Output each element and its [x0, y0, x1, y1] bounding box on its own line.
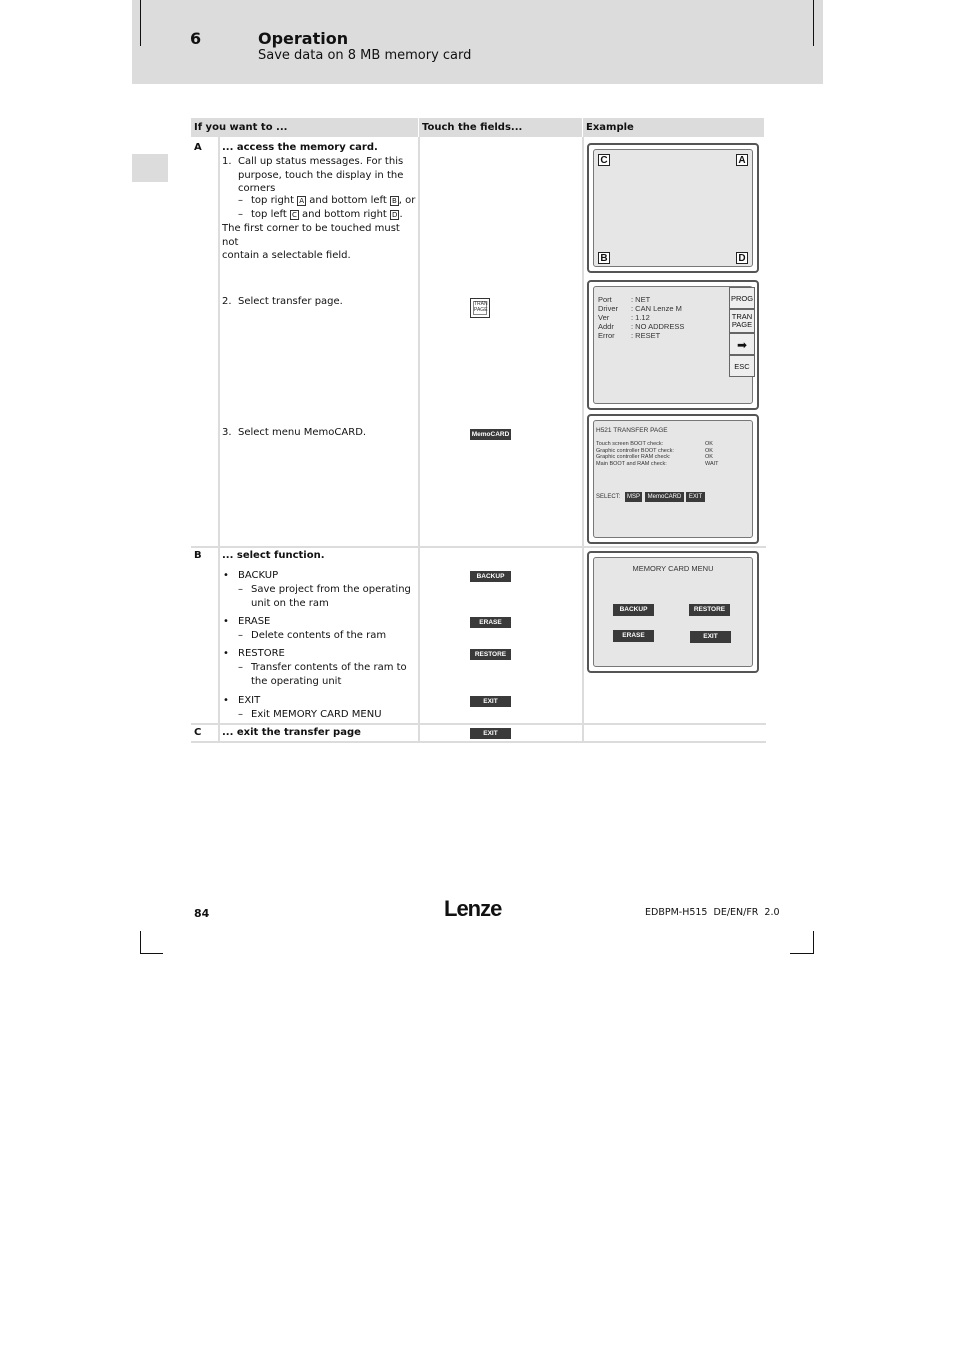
- text-line: TRAN: [731, 312, 753, 321]
- function-label-restore: RESTORE: [238, 648, 285, 659]
- check-status: OK: [705, 447, 713, 454]
- check-statuses: [705, 441, 719, 467]
- dash: –: [238, 662, 243, 673]
- corner-a-key[interactable]: A: [736, 154, 748, 166]
- function-desc-restore: [251, 661, 416, 688]
- text-line: PAGE: [474, 306, 488, 313]
- col-header-example: Example: [583, 118, 764, 137]
- crop-mark: [140, 0, 141, 46]
- step-number: 3.: [222, 427, 232, 438]
- function-desc-erase: Delete contents of the ram: [251, 630, 387, 641]
- text: and bottom left: [306, 195, 390, 206]
- display-screen: [593, 149, 753, 267]
- text-line: Transfer contents of the ram to: [251, 662, 407, 673]
- text: and bottom right: [298, 209, 391, 220]
- display-screen: [593, 420, 753, 538]
- display-screen: [593, 286, 753, 404]
- check-status: WAIT: [705, 460, 719, 467]
- memocard-screen-button[interactable]: MemoCARD: [645, 492, 684, 502]
- text-line: Call up status messages. For this: [238, 156, 404, 167]
- chapter-side-tab: [132, 154, 168, 182]
- text-line: the operating unit: [251, 675, 342, 687]
- col-header-want: If you want to ...: [191, 118, 418, 137]
- example-corners-panel: [587, 143, 759, 273]
- example-status-panel: [587, 280, 759, 410]
- step-number: 1.: [222, 156, 232, 167]
- check-status: OK: [705, 454, 713, 460]
- table-divider: [582, 137, 584, 742]
- dash: –: [238, 209, 243, 220]
- table-divider: [218, 137, 220, 742]
- text-line: unit on the ram: [251, 597, 329, 609]
- check-label: Graphic controller RAM check:: [596, 454, 671, 460]
- corner-key-icon: B: [391, 197, 397, 205]
- step-3-text: Select menu MemoCARD.: [238, 427, 367, 438]
- col-header-touch: Touch the fields...: [419, 118, 582, 137]
- exit-button[interactable]: EXIT: [470, 696, 511, 707]
- menu-erase-button[interactable]: ERASE: [613, 630, 654, 642]
- restore-button[interactable]: RESTORE: [470, 649, 511, 660]
- crop-mark: [140, 931, 141, 954]
- corner-key-icon: C: [291, 211, 297, 219]
- display-screen: [593, 557, 753, 667]
- chapter-number: 6: [190, 29, 202, 48]
- check-label: Touch screen BOOT check:: [596, 441, 664, 447]
- table-divider: [191, 741, 766, 743]
- menu-backup-button[interactable]: BACKUP: [613, 604, 654, 616]
- text: .: [399, 209, 403, 220]
- menu-restore-button[interactable]: RESTORE: [689, 604, 730, 616]
- document-id: EDBPM-H515 DE/EN/FR 2.0: [645, 907, 780, 918]
- function-desc-backup: [251, 583, 416, 610]
- text-line: TRAN: [474, 301, 488, 307]
- status-value: : NO ADDRESS: [631, 322, 685, 331]
- backup-button[interactable]: BACKUP: [470, 571, 511, 582]
- step-number: 2.: [222, 296, 232, 307]
- dash: –: [238, 584, 243, 595]
- text: , or: [398, 195, 416, 206]
- status-value: : NET: [631, 295, 651, 304]
- status-value: : RESET: [631, 331, 661, 340]
- header-band: [132, 0, 823, 84]
- note: [222, 222, 416, 263]
- transfer-title: H521 TRANSFER PAGE: [596, 427, 668, 434]
- table-divider: [191, 546, 766, 548]
- status-label: Port: [598, 295, 612, 304]
- prog-button[interactable]: PROG: [729, 287, 755, 309]
- dash: –: [238, 709, 243, 720]
- crop-mark: [813, 931, 814, 954]
- text-line: PAGE: [731, 320, 753, 329]
- dash: –: [238, 630, 243, 641]
- corner-b-key[interactable]: B: [598, 252, 610, 264]
- corner-key-icon: D: [392, 211, 398, 219]
- table-divider: [418, 137, 420, 742]
- step-1-text: [238, 155, 418, 196]
- page-number: 84: [194, 907, 210, 920]
- text: top right: [251, 195, 298, 206]
- crop-mark: [140, 953, 163, 954]
- function-label-exit: EXIT: [238, 695, 261, 706]
- function-label-backup: BACKUP: [238, 570, 279, 581]
- status-value: : 1.12: [631, 313, 650, 322]
- text-line: Save project from the operating: [251, 584, 411, 595]
- lenze-logo: Lenze: [444, 896, 502, 921]
- tran-page-button[interactable]: [729, 309, 755, 333]
- text-line: purpose, touch the display in the: [238, 169, 404, 181]
- erase-button[interactable]: ERASE: [470, 617, 511, 628]
- corner-key-icon: A: [299, 197, 305, 205]
- memocard-button[interactable]: MemoCARD: [471, 431, 510, 438]
- corner-instruction-1: [251, 194, 415, 209]
- tran-page-inner: [473, 301, 487, 315]
- bullet: •: [223, 570, 229, 581]
- chapter-subtitle: Save data on 8 MB memory card: [258, 48, 472, 63]
- status-label: Error: [598, 331, 615, 340]
- crop-mark: [813, 0, 814, 46]
- text: top left: [251, 209, 290, 220]
- arrow-right-icon[interactable]: ➡: [729, 333, 755, 355]
- exit-transfer-button[interactable]: EXIT: [470, 728, 511, 739]
- esc-button[interactable]: ESC: [729, 355, 755, 377]
- chapter-title: Operation: [258, 29, 349, 48]
- crop-mark: [790, 953, 814, 954]
- status-value: : CAN Lenze M: [631, 304, 682, 313]
- table-divider: [191, 723, 766, 725]
- tran-page-field[interactable]: [470, 298, 490, 318]
- text-line: The first corner to be touched must not: [222, 223, 400, 248]
- bullet: •: [223, 648, 229, 659]
- status-values: [631, 295, 684, 340]
- msp-button[interactable]: MSP: [626, 494, 640, 500]
- select-label: SELECT:: [596, 494, 621, 500]
- corner-d-key[interactable]: D: [736, 252, 748, 264]
- row-b-letter: B: [194, 550, 202, 561]
- bullet: •: [223, 695, 229, 706]
- menu-exit-button[interactable]: EXIT: [690, 631, 731, 643]
- check-labels: [596, 441, 674, 467]
- dash: –: [238, 195, 243, 206]
- row-a-title: ... access the memory card.: [222, 142, 378, 153]
- function-label-erase: ERASE: [238, 616, 271, 627]
- row-c-title: ... exit the transfer page: [222, 727, 361, 738]
- text-line: corners: [238, 183, 276, 194]
- corner-instruction-2: [251, 208, 403, 223]
- row-b-title: ... select function.: [222, 550, 325, 561]
- status-label: Ver: [598, 313, 610, 322]
- check-label: Graphic controller BOOT check:: [596, 447, 674, 454]
- example-memory-menu-panel: [587, 551, 759, 673]
- memory-menu-title: MEMORY CARD MENU: [632, 564, 714, 573]
- status-label: Driver: [598, 304, 618, 313]
- check-label: Main BOOT and RAM check:: [596, 460, 667, 467]
- row-c-letter: C: [194, 727, 202, 738]
- bullet: •: [223, 616, 229, 627]
- check-status: OK: [705, 441, 713, 447]
- step-2-text: Select transfer page.: [238, 296, 343, 307]
- exit-screen-button[interactable]: EXIT: [686, 492, 705, 502]
- function-desc-exit: Exit MEMORY CARD MENU: [251, 709, 382, 720]
- corner-c-key[interactable]: C: [598, 154, 610, 166]
- status-labels: [598, 295, 618, 340]
- example-transfer-panel: [587, 414, 759, 544]
- row-a-letter: A: [194, 142, 202, 153]
- status-label: Addr: [598, 322, 614, 331]
- text-line: contain a selectable field.: [222, 250, 351, 261]
